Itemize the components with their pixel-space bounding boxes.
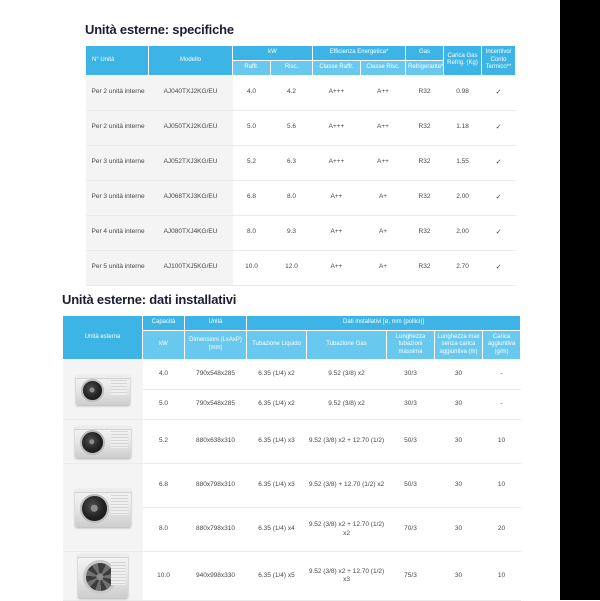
class-heating-cell: A++ (361, 75, 406, 110)
incentive-check-cell: ✓ (482, 215, 516, 250)
incentive-check-cell: ✓ (482, 75, 516, 110)
col-header-pipe-liquid: Tubazione Liquido (247, 330, 307, 360)
install-table-row (63, 420, 521, 464)
incentive-check-cell: ✓ (482, 250, 516, 285)
capacity-cell: 10.0 (143, 552, 185, 601)
model-cell: AJ068TXJ3KG/EU (149, 180, 233, 215)
unit-count-cell: Per 2 unità interne (86, 75, 149, 110)
col-header-refrigerant: Refrigerante* (406, 60, 444, 75)
gas-charge-cell: 1.18 (444, 110, 482, 145)
class-cooling-cell: A++ (313, 180, 361, 215)
max-length-no-charge-cell: 30 (435, 464, 483, 508)
capacity-cell: 5.0 (143, 390, 185, 420)
kw-heating-cell: 5.6 (271, 110, 313, 145)
col-header-kw-cooling: Raffr. (233, 60, 271, 75)
col-header-class-cooling: Classe Raffr. (313, 60, 361, 75)
gas-charge-cell: 0.98 (444, 75, 482, 110)
kw-heating-cell: 9.3 (271, 215, 313, 250)
class-heating-cell: A++ (361, 110, 406, 145)
outdoor-unit-image (78, 554, 128, 598)
col-header-pipe-gas: Tubazione Gas (307, 330, 387, 360)
col-header-outdoor-unit: Unità esterna (63, 316, 143, 360)
max-length-no-charge-cell: 30 (435, 420, 483, 464)
col-header-max-length: Lunghezza tubazioni massima (387, 330, 435, 360)
install-title: Unità esterne: dati installativi (62, 292, 237, 307)
model-cell: AJ100TXJ5KG/EU (149, 250, 233, 285)
kw-cooling-cell: 6.8 (233, 180, 271, 215)
kw-cooling-cell: 4.0 (233, 75, 271, 110)
unit-count-cell: Per 3 unità interne (86, 180, 149, 215)
spec-table-row (86, 180, 516, 215)
outdoor-unit-photo-cell (63, 464, 143, 552)
outdoor-unit-image (75, 426, 131, 458)
pipe-liquid-cell: 6.35 (1/4) x3 (247, 464, 307, 508)
dimensions-cell: 880x798x310 (185, 508, 247, 552)
dimensions-cell: 790x548x285 (185, 390, 247, 420)
refrigerant-cell: R32 (406, 250, 444, 285)
refrigerant-cell: R32 (406, 145, 444, 180)
unit-count-cell: Per 4 unità interne (86, 215, 149, 250)
pipe-liquid-cell: 6.35 (1/4) x2 (247, 390, 307, 420)
pipe-liquid-cell: 6.35 (1/4) x3 (247, 420, 307, 464)
class-heating-cell: A+ (361, 180, 406, 215)
vent-slats-icon (111, 380, 127, 396)
additional-charge-cell: 10 (483, 420, 521, 464)
model-cell: AJ050TXJ2KG/EU (149, 110, 233, 145)
additional-charge-cell: 10 (483, 552, 521, 601)
col-group-gas: Gas (406, 46, 444, 61)
model-cell: AJ040TXJ2KG/EU (149, 75, 233, 110)
additional-charge-cell: - (483, 390, 521, 420)
class-cooling-cell: A+++ (313, 145, 361, 180)
max-length-no-charge-cell: 30 (435, 360, 483, 390)
max-pipe-length-cell: 30/3 (387, 360, 435, 390)
kw-heating-cell: 8.0 (271, 180, 313, 215)
additional-charge-cell: - (483, 360, 521, 390)
incentive-check-cell: ✓ (482, 110, 516, 145)
install-table (62, 315, 521, 601)
unit-count-cell: Per 5 unità interne (86, 250, 149, 285)
max-pipe-length-cell: 50/3 (387, 464, 435, 508)
vent-slats-icon (111, 562, 126, 585)
pipe-liquid-cell: 6.35 (1/4) x5 (247, 552, 307, 601)
dimensions-cell: 880x798x310 (185, 464, 247, 508)
class-cooling-cell: A+++ (313, 110, 361, 145)
pipe-liquid-cell: 6.35 (1/4) x2 (247, 360, 307, 390)
col-header-class-heating: Classe Risc. (361, 60, 406, 75)
max-length-no-charge-cell: 30 (435, 552, 483, 601)
max-pipe-length-cell: 70/3 (387, 508, 435, 552)
capacity-cell: 6.8 (143, 464, 185, 508)
refrigerant-cell: R32 (406, 180, 444, 215)
pipe-gas-cell: 9.52 (3/8) x2 (307, 360, 387, 390)
col-header-gas-charge: Carica Gas Refrig. (Kg) (444, 46, 482, 76)
fan-grille-icon (80, 494, 109, 523)
capacity-cell: 4.0 (143, 360, 185, 390)
pipe-gas-cell: 9.52 (3/8) x2 (307, 390, 387, 420)
col-header-incentive: Incentivo/ Conto Termico** (482, 46, 516, 76)
kw-cooling-cell: 10.0 (233, 250, 271, 285)
max-length-no-charge-cell: 30 (435, 508, 483, 552)
kw-cooling-cell: 5.0 (233, 110, 271, 145)
kw-heating-cell: 4.2 (271, 75, 313, 110)
dimensions-cell: 790x548x285 (185, 360, 247, 390)
vent-slats-icon (111, 495, 128, 515)
col-group-kw: kW (233, 46, 313, 61)
capacity-cell: 8.0 (143, 508, 185, 552)
max-length-no-charge-cell: 30 (435, 390, 483, 420)
model-cell: AJ052TXJ3KG/EU (149, 145, 233, 180)
section-specs (85, 22, 515, 286)
class-cooling-cell: A++ (313, 250, 361, 285)
gas-charge-cell: 2.70 (444, 250, 482, 285)
refrigerant-cell: R32 (406, 75, 444, 110)
col-header-kw-heating: Risc. (271, 60, 313, 75)
col-group-unit: Unità (185, 316, 247, 331)
kw-cooling-cell: 5.2 (233, 145, 271, 180)
model-cell: AJ080TXJ4KG/EU (149, 215, 233, 250)
fan-grille-icon (81, 379, 104, 402)
col-header-model: Modello (149, 46, 233, 76)
vent-slats-icon (111, 431, 128, 448)
max-pipe-length-cell: 75/3 (387, 552, 435, 601)
kw-heating-cell: 6.3 (271, 145, 313, 180)
install-table-row (63, 360, 521, 390)
outdoor-unit-image (75, 489, 131, 527)
gas-charge-cell: 2.00 (444, 180, 482, 215)
pipe-gas-cell: 9.52 (3/8) x2 + 12.70 (1/2) (307, 420, 387, 464)
unit-count-cell: Per 3 unità interne (86, 145, 149, 180)
pipe-gas-cell: 9.52 (3/8) + 12.70 (1/2) x2 (307, 464, 387, 508)
class-heating-cell: A+ (361, 250, 406, 285)
incentive-check-cell: ✓ (482, 180, 516, 215)
class-cooling-cell: A+++ (313, 75, 361, 110)
section-install (62, 292, 520, 601)
class-cooling-cell: A++ (313, 215, 361, 250)
col-header-additional-charge: Carica aggiuntiva (g/m) (483, 330, 521, 360)
spec-table-row (86, 145, 516, 180)
refrigerant-cell: R32 (406, 215, 444, 250)
outdoor-unit-photo-cell (63, 420, 143, 464)
outdoor-unit-photo-cell (63, 552, 143, 601)
spec-table-row (86, 215, 516, 250)
incentive-check-cell: ✓ (482, 145, 516, 180)
refrigerant-cell: R32 (406, 110, 444, 145)
class-heating-cell: A+ (361, 215, 406, 250)
install-table-row (63, 464, 521, 508)
install-table-row (63, 552, 521, 601)
specs-title: Unità esterne: specifiche (85, 22, 234, 37)
col-group-install-data: Dati installativi [ø, mm (pollici)] (247, 316, 521, 331)
additional-charge-cell: 10 (483, 464, 521, 508)
kw-heating-cell: 12.0 (271, 250, 313, 285)
pipe-gas-cell: 9.52 (3/8) x2 + 12.70 (1/2) x3 (307, 552, 387, 601)
class-heating-cell: A++ (361, 145, 406, 180)
fan-grille-icon (80, 430, 105, 455)
pipe-gas-cell: 9.52 (3/8) x2 + 12.70 (1/2) x2 (307, 508, 387, 552)
spec-table-row (86, 75, 516, 110)
spec-table-row (86, 250, 516, 285)
dimensions-cell: 880x638x310 (185, 420, 247, 464)
capacity-cell: 5.2 (143, 420, 185, 464)
dimensions-cell: 940x998x330 (185, 552, 247, 601)
col-group-capacity: Capacità (143, 316, 185, 331)
col-group-efficiency: Efficienza Energetica* (313, 46, 406, 61)
col-header-max-length-no-charge: Lunghezza max senza carica aggiuntiva (m) (435, 330, 483, 360)
col-header-dimensions: Dimensioni (LxAxP) (mm) (185, 330, 247, 360)
page-edge-band (560, 0, 600, 600)
gas-charge-cell: 1.55 (444, 145, 482, 180)
col-header-units: N° Unità (86, 46, 149, 76)
pipe-liquid-cell: 6.35 (1/4) x4 (247, 508, 307, 552)
max-pipe-length-cell: 50/3 (387, 420, 435, 464)
outdoor-unit-image (76, 375, 130, 405)
specs-table (85, 45, 516, 286)
additional-charge-cell: 20 (483, 508, 521, 552)
max-pipe-length-cell: 30/3 (387, 390, 435, 420)
gas-charge-cell: 2.00 (444, 215, 482, 250)
spec-table-row (86, 110, 516, 145)
kw-cooling-cell: 8.0 (233, 215, 271, 250)
col-header-capacity-kw: kW (143, 330, 185, 360)
outdoor-unit-photo-cell (63, 360, 143, 420)
unit-count-cell: Per 2 unità interne (86, 110, 149, 145)
